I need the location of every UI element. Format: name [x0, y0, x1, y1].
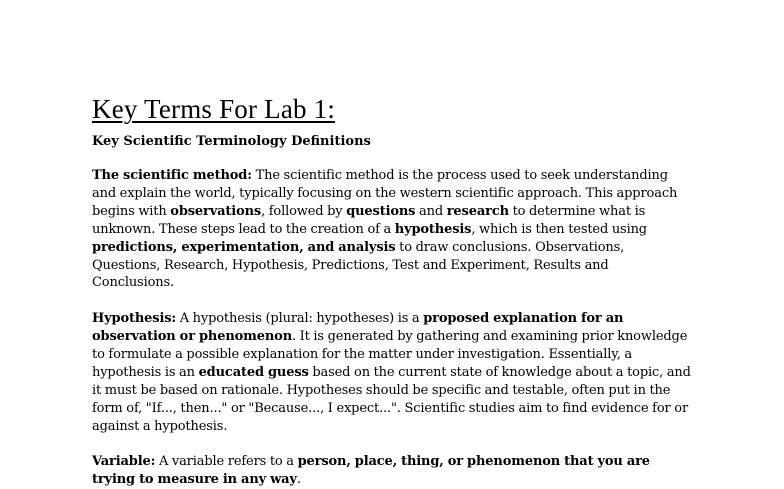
page-title: Key Terms For Lab 1:: [92, 94, 336, 124]
document-page: [92, 93, 692, 489]
definition-text: based on the current state of knowledge about a topic, and it must be based on rationale. Hypotheses should be specific and testable, often put in the form of, "If..., then..." or "Because..., I expect...". Scientific studies aim to find evidence for or against a hypothesis.: [92, 365, 691, 434]
keyword-proposed-explanation: proposed explanation for an observation or phenomenon: [92, 311, 624, 345]
definition-text: to draw conclusions. Observations, Questions, Research, Hypothesis, Predictions, Test and Experiment, Results and Conclusions.: [92, 239, 625, 291]
definition-hypothesis: [92, 310, 692, 435]
definition-text: The scientific method is the process used to seek understanding and explain the world, typically focusing on the western scientific approach. This approach begins with: [92, 168, 678, 219]
definition-text: A variable refers to a: [155, 453, 298, 469]
definition-text: A hypothesis (plural: hypotheses) is a: [176, 311, 424, 327]
keyword-hypothesis: hypothesis: [394, 221, 472, 237]
definition-text: to determine what is unknown. These steps lead to the creation of a: [92, 203, 646, 237]
keyword-person-place-thing: person, place, thing, or phenomenon that you are trying to measure in any way: [92, 453, 650, 487]
definition-text: . It is generated by gathering and examining prior knowledge to formulate a possible explanation for the matter under investigation. Essentially, a hypothesis is an: [92, 329, 688, 381]
definition-scientific-method: [92, 167, 692, 292]
definition-text: and: [415, 203, 447, 219]
page-subtitle: Key Scientific Terminology Definitions: [92, 134, 371, 149]
keyword-educated-guess: educated guess: [198, 365, 309, 381]
definition-variable: [92, 453, 692, 489]
term-hypothesis: Hypothesis:: [92, 311, 177, 327]
term-scientific-method: The scientific method:: [92, 168, 252, 183]
keyword-research: research: [446, 203, 509, 219]
definition-text: , which is then tested using: [471, 221, 647, 237]
keyword-questions: questions: [346, 203, 416, 219]
definition-text: .: [296, 471, 301, 487]
keyword-observations: observations: [170, 203, 262, 219]
keyword-predictions: predictions, experimentation, and analysis: [92, 239, 396, 255]
definition-text: , followed by: [261, 203, 347, 219]
term-variable: Variable:: [92, 453, 156, 469]
